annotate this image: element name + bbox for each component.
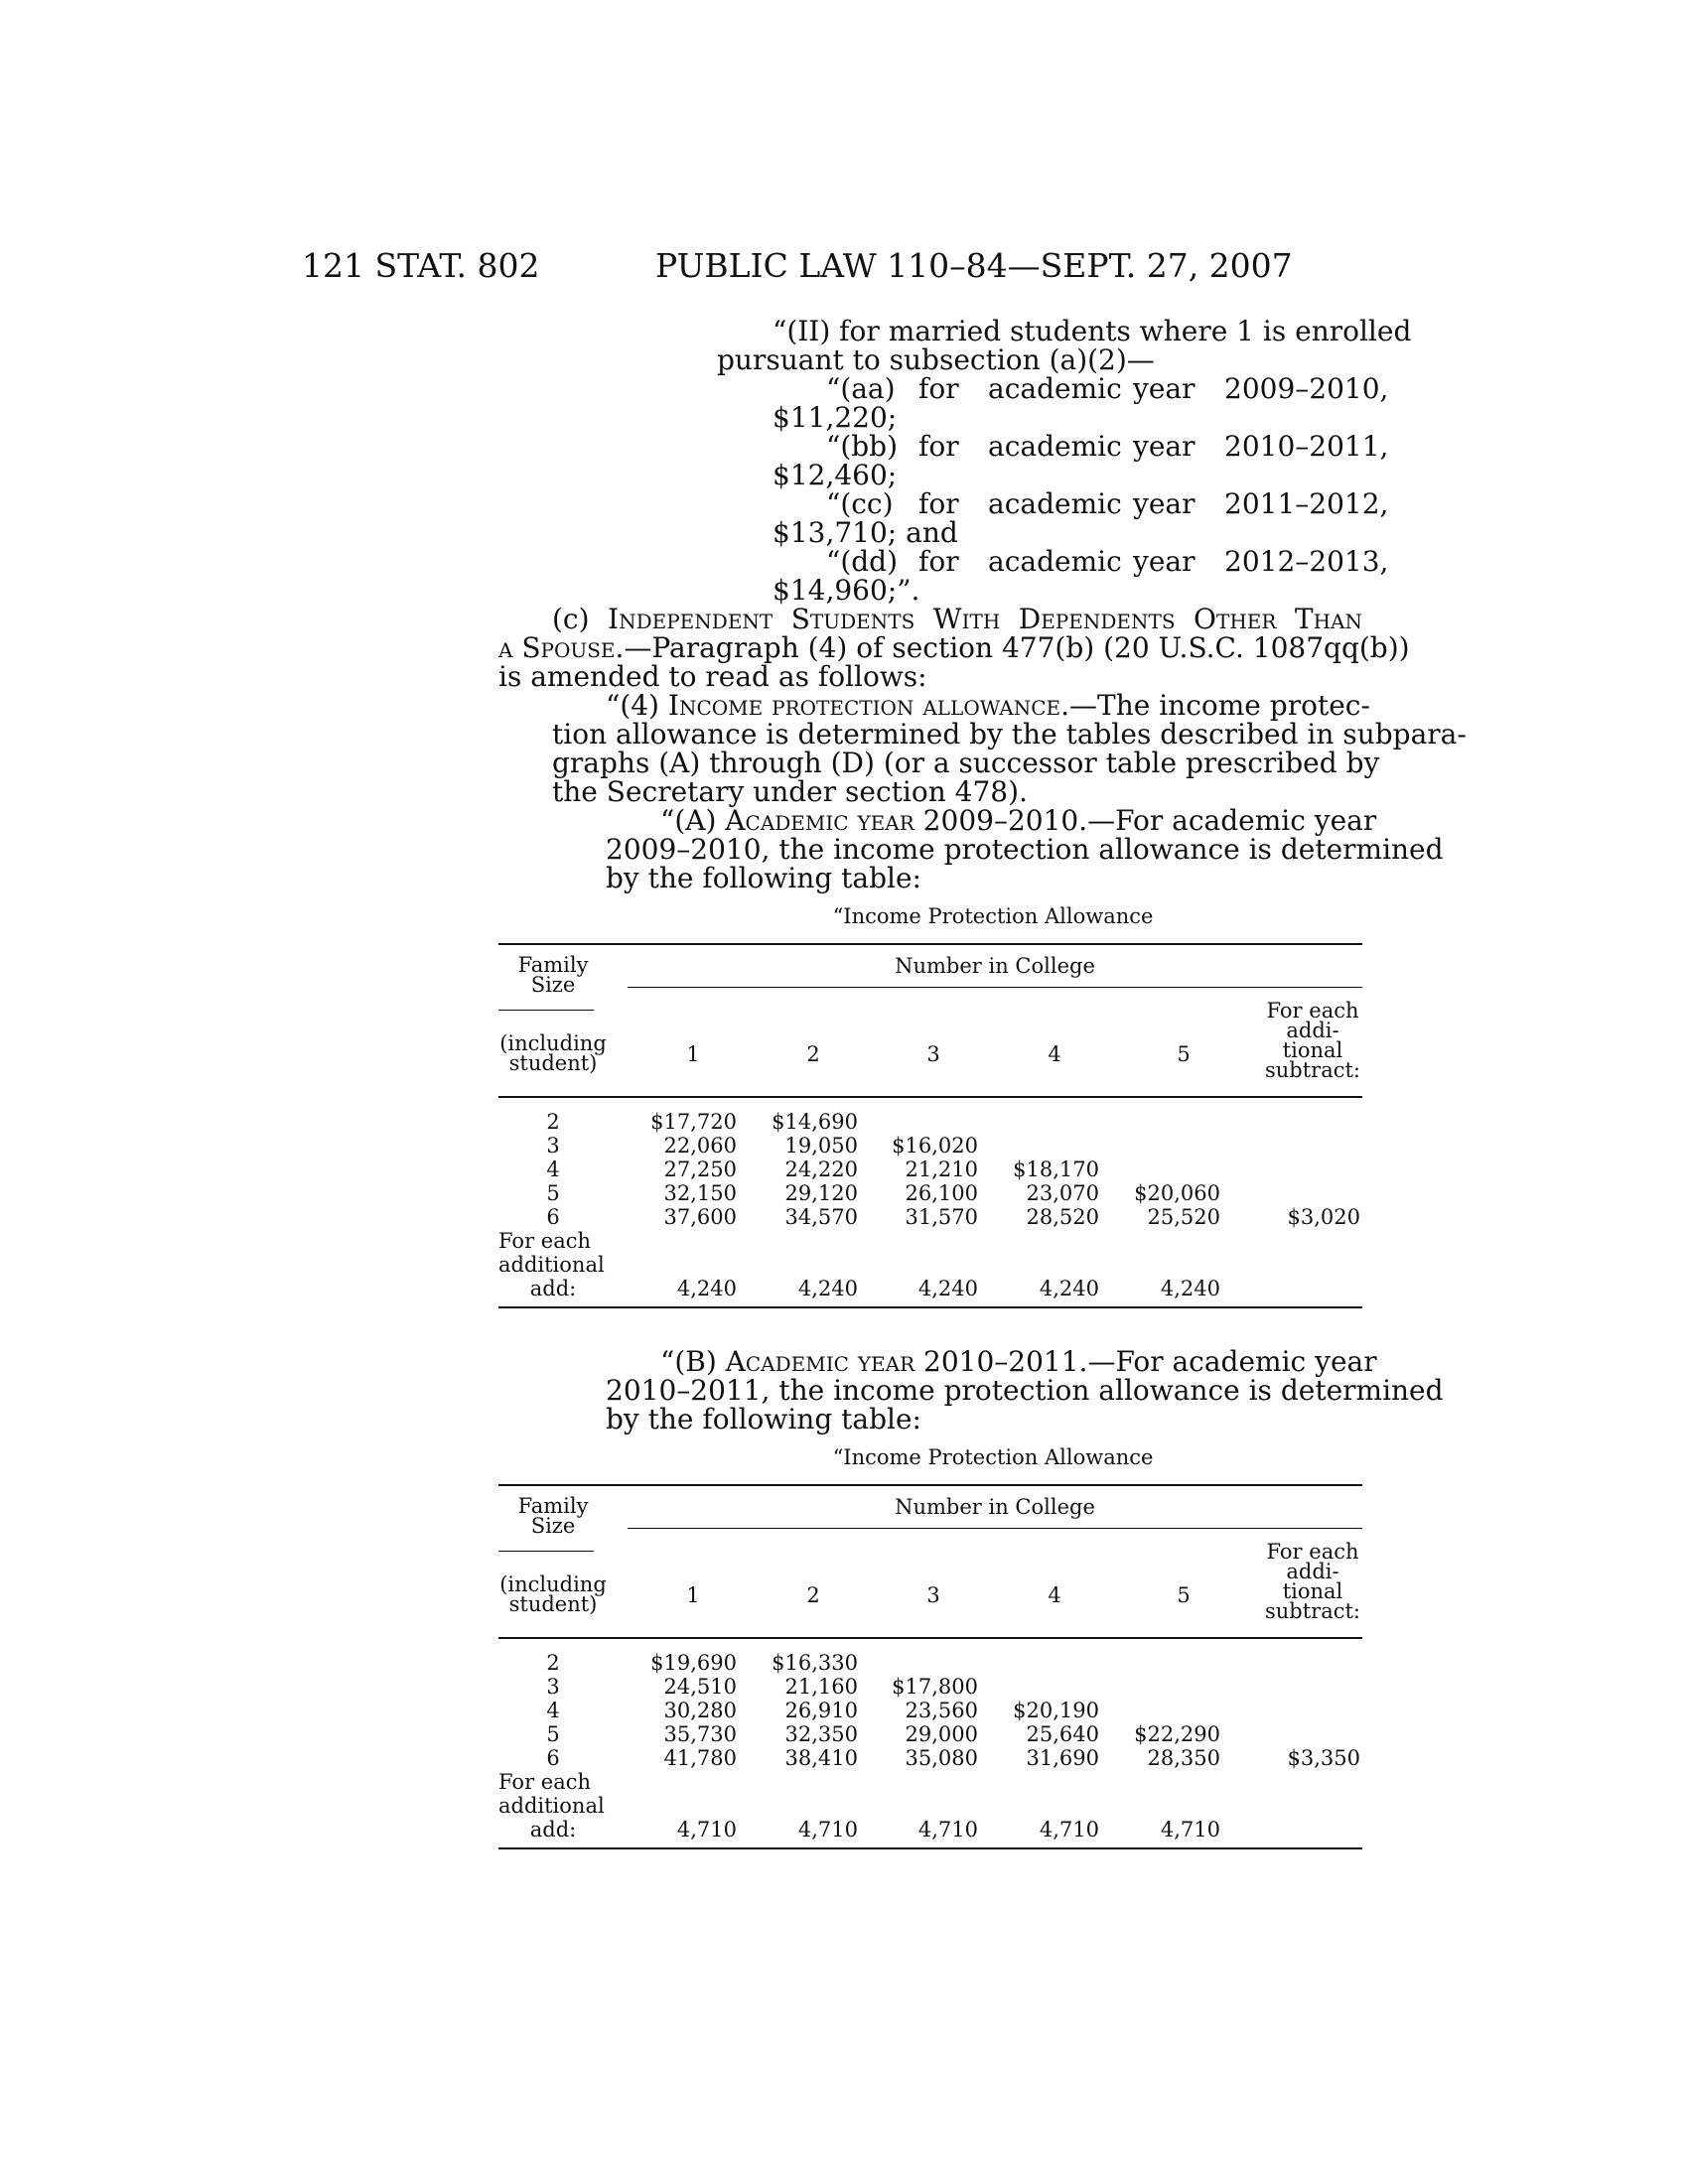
item-word: year <box>1133 545 1196 578</box>
additional-label: add: <box>529 1277 577 1300</box>
item-word: year <box>1133 430 1196 463</box>
subtract-header: addi- <box>1286 1019 1339 1042</box>
table-top-rule <box>498 1484 1362 1486</box>
para4-line-3: graphs (A) through (D) (or a successor table prescribed by <box>552 747 1380 779</box>
family-size-header: Size <box>530 973 576 997</box>
value-cell: 26,100 <box>905 1181 978 1205</box>
item-amount: $13,710; and <box>773 516 958 549</box>
number-in-college-rule <box>628 1528 1362 1529</box>
column-header: 2 <box>806 1042 820 1066</box>
value-cell: 24,510 <box>663 1675 737 1699</box>
value-cell: 4,710 <box>1160 1818 1220 1842</box>
item-label: “(aa) <box>826 372 896 405</box>
value-cell: 28,520 <box>1026 1205 1099 1229</box>
subtract-header: tional <box>1282 1038 1343 1062</box>
value-cell: $16,330 <box>772 1651 858 1675</box>
sub-b-line-1: “(B) Academic year 2010–2011.—For academic year <box>660 1345 1377 1378</box>
value-cell: 4,240 <box>1039 1277 1099 1300</box>
value-cell: 21,210 <box>905 1158 978 1181</box>
value-cell: 26,910 <box>784 1699 858 1722</box>
number-in-college-header: Number in College <box>895 954 1095 978</box>
section-c-line-2: a Spouse.—Paragraph (4) of section 477(b) (20 U.S.C. 1087qq(b)) <box>498 631 1410 664</box>
value-cell: 41,780 <box>663 1746 737 1770</box>
value-cell: 25,640 <box>1026 1722 1099 1746</box>
item-year: 2010–2011, <box>1224 430 1389 463</box>
item-word: academic <box>988 430 1122 463</box>
additional-label: For each <box>498 1770 592 1794</box>
value-cell: 35,080 <box>905 1746 978 1770</box>
married-lead-line-1: “(II) for married students where 1 is enrolled <box>773 315 1412 347</box>
value-cell: 34,570 <box>784 1205 858 1229</box>
value-cell: 4,240 <box>1160 1277 1220 1300</box>
family-size-cell: 6 <box>546 1746 560 1770</box>
table-bottom-rule <box>498 1306 1362 1308</box>
column-header: 1 <box>686 1583 700 1607</box>
value-cell: 4,240 <box>676 1277 737 1300</box>
para4-line-1: “(4) Income protection allowance.—The income protec- <box>606 689 1370 722</box>
value-cell: 29,120 <box>784 1181 858 1205</box>
item-label: “(bb) <box>826 430 899 463</box>
family-size-cell: 2 <box>546 1110 560 1134</box>
table-a-title: “Income Protection Allowance <box>832 904 1154 928</box>
value-cell: 35,730 <box>663 1722 737 1746</box>
value-cell: $3,020 <box>1287 1205 1360 1229</box>
value-cell: 4,240 <box>917 1277 978 1300</box>
value-cell: 4,710 <box>676 1818 737 1842</box>
including-student-header: (including <box>499 1572 607 1596</box>
value-cell: 31,570 <box>905 1205 978 1229</box>
header-bottom-rule <box>498 1637 1362 1639</box>
item-year: 2009–2010, <box>1224 372 1389 405</box>
table-b <box>498 1484 1362 1861</box>
additional-label: add: <box>529 1818 577 1842</box>
value-cell: $16,020 <box>892 1134 978 1158</box>
item-amount: $11,220; <box>773 401 898 434</box>
family-size-cell: 6 <box>546 1205 560 1229</box>
item-word: year <box>1133 487 1196 520</box>
number-in-college-header: Number in College <box>895 1495 1095 1519</box>
value-cell: $17,720 <box>650 1110 737 1134</box>
value-cell: 23,070 <box>1026 1181 1099 1205</box>
section-c-line-1: (c) Independent Students With Dependents Other Than <box>552 603 1362 635</box>
item-label: “(dd) <box>826 545 899 578</box>
including-student-header: student) <box>508 1051 598 1075</box>
number-in-college-rule <box>628 987 1362 988</box>
family-size-header: Size <box>530 1514 576 1538</box>
table-a <box>498 943 1362 1320</box>
value-cell: 32,150 <box>663 1181 737 1205</box>
subtract-header: addi- <box>1286 1560 1339 1583</box>
law-title: PUBLIC LAW 110–84—SEPT. 27, 2007 <box>655 246 1293 285</box>
header-bottom-rule <box>498 1096 1362 1098</box>
value-cell: 32,350 <box>784 1722 858 1746</box>
value-cell: 4,240 <box>797 1277 858 1300</box>
sub-a-line-1: “(A) Academic year 2009–2010.—For academic year <box>660 804 1377 837</box>
family-size-rule <box>498 1551 594 1552</box>
item-amount: $14,960;”. <box>773 574 920 607</box>
column-header: 1 <box>686 1042 700 1066</box>
column-header: 4 <box>1048 1583 1061 1607</box>
item-word: academic <box>988 545 1122 578</box>
item-amount: $12,460; <box>773 459 898 491</box>
table-top-rule <box>498 943 1362 945</box>
value-cell: 27,250 <box>663 1158 737 1181</box>
family-size-cell: 3 <box>546 1675 560 1699</box>
value-cell: 23,560 <box>905 1699 978 1722</box>
including-student-header: student) <box>508 1592 598 1616</box>
column-header: 5 <box>1177 1042 1191 1066</box>
para4-line-4: the Secretary under section 478). <box>552 775 1028 808</box>
item-year: 2011–2012, <box>1224 487 1389 520</box>
item-word: for <box>918 545 959 578</box>
value-cell: $19,690 <box>650 1651 737 1675</box>
item-year: 2012–2013, <box>1224 545 1389 578</box>
family-size-header: Family <box>517 1494 589 1518</box>
column-header: 3 <box>926 1583 940 1607</box>
table-bottom-rule <box>498 1847 1362 1849</box>
family-size-cell: 4 <box>546 1158 560 1181</box>
item-word: academic <box>988 487 1122 520</box>
item-word: academic <box>988 372 1122 405</box>
column-header: 4 <box>1048 1042 1061 1066</box>
section-c-line-3: is amended to read as follows: <box>498 660 927 693</box>
value-cell: $20,190 <box>1013 1699 1099 1722</box>
item-label: “(cc) <box>826 487 894 520</box>
column-header: 5 <box>1177 1583 1191 1607</box>
value-cell: 25,520 <box>1147 1205 1220 1229</box>
subtract-header: subtract: <box>1264 1058 1361 1082</box>
item-word: for <box>918 372 959 405</box>
family-size-header: Family <box>517 953 589 977</box>
value-cell: $17,800 <box>892 1675 978 1699</box>
column-header: 3 <box>926 1042 940 1066</box>
item-word: for <box>918 487 959 520</box>
item-word: for <box>918 430 959 463</box>
subtract-header: subtract: <box>1264 1599 1361 1623</box>
including-student-header: (including <box>499 1031 607 1055</box>
value-cell: 4,710 <box>797 1818 858 1842</box>
family-size-cell: 5 <box>546 1181 560 1205</box>
value-cell: 29,000 <box>905 1722 978 1746</box>
additional-label: additional <box>498 1794 605 1818</box>
family-size-cell: 5 <box>546 1722 560 1746</box>
value-cell: 19,050 <box>784 1134 858 1158</box>
sub-a-line-2: 2009–2010, the income protection allowance is determined <box>606 833 1444 866</box>
subtract-header: tional <box>1282 1579 1343 1603</box>
sub-b-line-2: 2010–2011, the income protection allowance is determined <box>606 1374 1444 1407</box>
value-cell: 31,690 <box>1026 1746 1099 1770</box>
value-cell: $3,350 <box>1287 1746 1360 1770</box>
sub-b-line-3: by the following table: <box>606 1403 921 1435</box>
subtract-header: For each <box>1266 999 1359 1023</box>
value-cell: 28,350 <box>1147 1746 1220 1770</box>
value-cell: $18,170 <box>1013 1158 1099 1181</box>
value-cell: 4,710 <box>1039 1818 1099 1842</box>
item-word: year <box>1133 372 1196 405</box>
para4-line-2: tion allowance is determined by the tables described in subpara- <box>552 718 1467 751</box>
additional-label: For each <box>498 1229 592 1253</box>
value-cell: 4,710 <box>917 1818 978 1842</box>
stat-reference: 121 STAT. 802 <box>302 246 540 285</box>
family-size-cell: 3 <box>546 1134 560 1158</box>
sub-a-line-3: by the following table: <box>606 862 921 894</box>
family-size-rule <box>498 1010 594 1011</box>
value-cell: 38,410 <box>784 1746 858 1770</box>
value-cell: 30,280 <box>663 1699 737 1722</box>
value-cell: 37,600 <box>663 1205 737 1229</box>
additional-label: additional <box>498 1253 605 1277</box>
subtract-header: For each <box>1266 1540 1359 1564</box>
family-size-cell: 2 <box>546 1651 560 1675</box>
value-cell: $20,060 <box>1134 1181 1220 1205</box>
value-cell: 22,060 <box>663 1134 737 1158</box>
value-cell: 24,220 <box>784 1158 858 1181</box>
table-b-title: “Income Protection Allowance <box>832 1445 1154 1469</box>
value-cell: $14,690 <box>772 1110 858 1134</box>
value-cell: $22,290 <box>1134 1722 1220 1746</box>
married-lead-line-2: pursuant to subsection (a)(2)— <box>717 343 1155 376</box>
family-size-cell: 4 <box>546 1699 560 1722</box>
column-header: 2 <box>806 1583 820 1607</box>
value-cell: 21,160 <box>784 1675 858 1699</box>
